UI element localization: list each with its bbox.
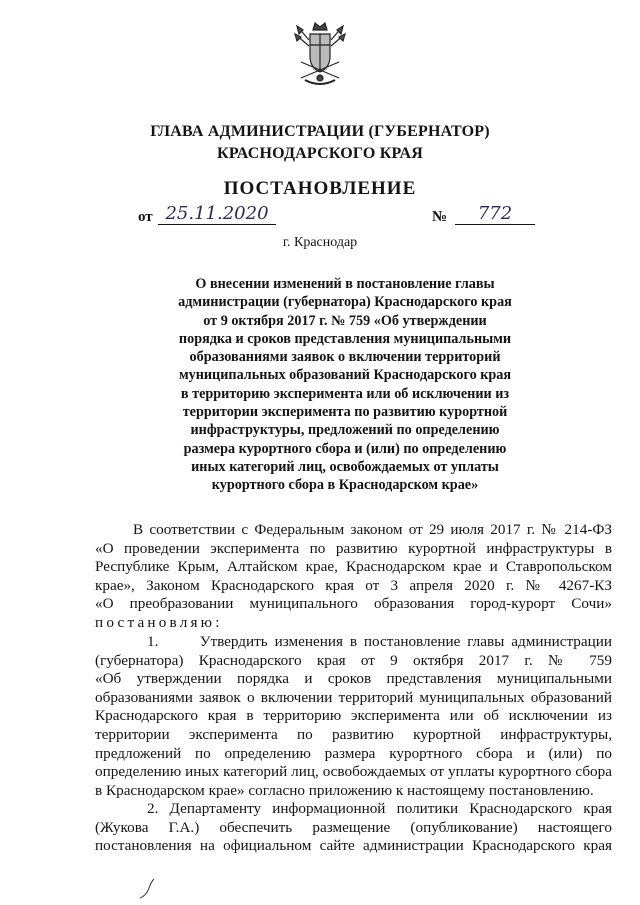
item-2-line: постановления на официальном сайте администрации Краснодарского края bbox=[95, 837, 612, 855]
preamble-line: «О проведении эксперимента по развитию курортной инфраструктуры в bbox=[95, 539, 612, 557]
title-line: инфраструктуры, предложений по определению bbox=[190, 422, 500, 439]
item-1-line: определению иных категорий лиц, освобождаемых от уплаты курортного сбора bbox=[95, 763, 612, 781]
authority-title-line1: ГЛАВА АДМИНИСТРАЦИИ (ГУБЕРНАТОР) bbox=[150, 123, 490, 140]
title-line: иных категорий лиц, освобождаемых от уплаты bbox=[191, 458, 499, 475]
document-type: ПОСТАНОВЛЕНИЕ bbox=[223, 178, 417, 199]
city: г. Краснодар bbox=[282, 235, 358, 250]
number-label: № bbox=[432, 209, 448, 225]
title-line: порядка и сроков представления муниципальными bbox=[178, 330, 512, 347]
date-label: от bbox=[138, 209, 153, 225]
title-line: территории эксперимента по развитию курортной bbox=[182, 404, 508, 421]
title-line: в территорию эксперимента или об исключении из bbox=[180, 385, 510, 402]
item-2-line: (Жукова Г.А.) обеспечить размещение (опубликование) настоящего bbox=[95, 818, 612, 836]
item-1-line: предложений по определению размера курортного сбора и (или) по bbox=[95, 744, 612, 762]
title-line: О внесении изменений в постановление главы bbox=[195, 276, 495, 292]
item-1-line: территории эксперимента по развитию курортной инфраструктуры, bbox=[95, 725, 612, 743]
preamble-line: В соответствии с Федеральным законом от 29 июля 2017 г. № 214-ФЗ bbox=[133, 521, 612, 538]
title-line: администрации (губернатора) Краснодарского края bbox=[178, 294, 512, 311]
title-line: от 9 октября 2017 г. № 759 «Об утверждении bbox=[203, 312, 487, 329]
handwritten-mark-icon bbox=[137, 878, 157, 900]
preamble-paragraph bbox=[95, 521, 612, 633]
item-2-paragraph bbox=[95, 800, 612, 856]
item-1-line: 1. Утвердить изменения в постановление главы администрации bbox=[147, 633, 612, 650]
title-line: муниципальных образований Краснодарского края bbox=[178, 367, 512, 384]
title-line: размера курортного сбора и (или) по определению bbox=[183, 440, 507, 457]
number-value: 772 bbox=[455, 204, 535, 225]
item-1-line: образованиями заявок о включении территорий муниципальных образований bbox=[95, 688, 612, 706]
resolve-word: постановляю: bbox=[95, 613, 223, 631]
preamble-line: крае», Законом Краснодарского края от 3 апреля 2020 г. № 4267-КЗ bbox=[95, 576, 612, 594]
item-2-line: 2. Департаменту информационной политики Краснодарского края bbox=[147, 800, 612, 817]
document-title bbox=[150, 275, 540, 495]
preamble-line: Республике Крым, Алтайском крае, Краснодарском крае и Ставропольском bbox=[95, 558, 612, 576]
item-1-paragraph bbox=[95, 633, 612, 800]
title-line: образованиями заявок о включении территорий bbox=[189, 349, 501, 366]
coat-of-arms-icon bbox=[293, 20, 347, 88]
title-line: курортного сбора в Краснодарском крае» bbox=[211, 477, 479, 494]
preamble-line: «О преобразовании муниципального образования город-курорт Сочи» bbox=[95, 595, 612, 613]
authority-title-line2: КРАСНОДАРСКОГО КРАЯ bbox=[217, 145, 423, 162]
item-1-line: Краснодарского края в территорию эксперимента или об исключении из bbox=[95, 707, 612, 725]
date-value: 25.11.2020 bbox=[158, 204, 276, 225]
item-1-line: (губернатора) Краснодарского края от 9 октября 2017 г. № 759 bbox=[95, 651, 612, 669]
item-1-line: в Краснодарском крае» согласно приложению к настоящему постановлению. bbox=[95, 781, 594, 799]
item-1-line: «Об утверждении порядка и сроков представления муниципальными bbox=[95, 670, 612, 688]
